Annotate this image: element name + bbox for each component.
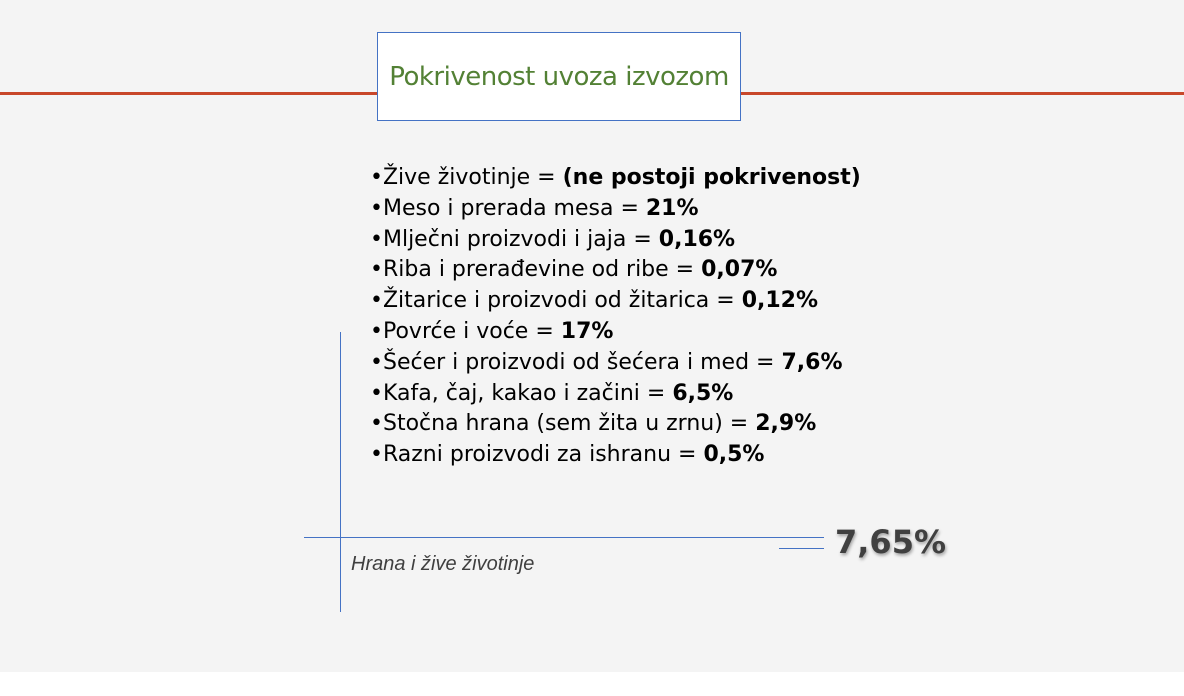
title-box xyxy=(377,32,741,121)
list-item xyxy=(370,286,861,317)
list-item xyxy=(370,348,861,379)
coverage-list xyxy=(370,163,861,471)
horizontal-guide-line xyxy=(304,537,824,538)
section-caption: Hrana i žive životinje xyxy=(351,553,535,575)
item-value: 17% xyxy=(560,318,614,344)
slide-title: Pokrivenost uvoza izvozom xyxy=(389,61,729,92)
item-label: •Povrće i voće = xyxy=(370,318,561,344)
vertical-guide-line xyxy=(340,332,341,612)
item-value: 21% xyxy=(645,195,699,221)
item-value: 2,9% xyxy=(755,411,817,437)
item-label: •Stočna hrana (sem žita u zrnu) = xyxy=(370,411,756,437)
item-label: •Kafa, čaj, kakao i začini = xyxy=(370,380,673,406)
list-item xyxy=(370,194,861,225)
item-value: 0,12% xyxy=(741,288,819,314)
list-item xyxy=(370,379,861,410)
item-label: •Mlječni proizvodi i jaja = xyxy=(370,226,659,252)
item-value: (ne postoji pokrivenost) xyxy=(562,165,861,190)
item-value: 0,07% xyxy=(701,257,778,283)
list-item xyxy=(370,317,861,348)
list-item xyxy=(370,255,861,286)
item-value: 7,6% xyxy=(781,349,843,375)
item-value: 0,5% xyxy=(703,442,765,468)
item-label: •Žive životinje = xyxy=(370,165,563,190)
total-coverage-value: 7,65% xyxy=(835,523,947,561)
item-label: •Šećer i proizvodi od šećera i med = xyxy=(370,349,782,375)
item-label: •Riba i prerađevine od ribe = xyxy=(370,257,702,283)
list-item xyxy=(370,163,861,194)
item-label: •Razni proizvodi za ishranu = xyxy=(370,442,704,468)
list-item xyxy=(370,440,861,471)
item-value: 0,16% xyxy=(658,226,736,252)
list-item xyxy=(370,409,861,440)
item-label: •Žitarice i proizvodi od žitarica = xyxy=(370,288,742,314)
item-label: •Meso i prerada mesa = xyxy=(370,195,646,221)
item-value: 6,5% xyxy=(672,380,734,406)
list-item xyxy=(370,225,861,256)
total-connector-line xyxy=(779,548,824,549)
